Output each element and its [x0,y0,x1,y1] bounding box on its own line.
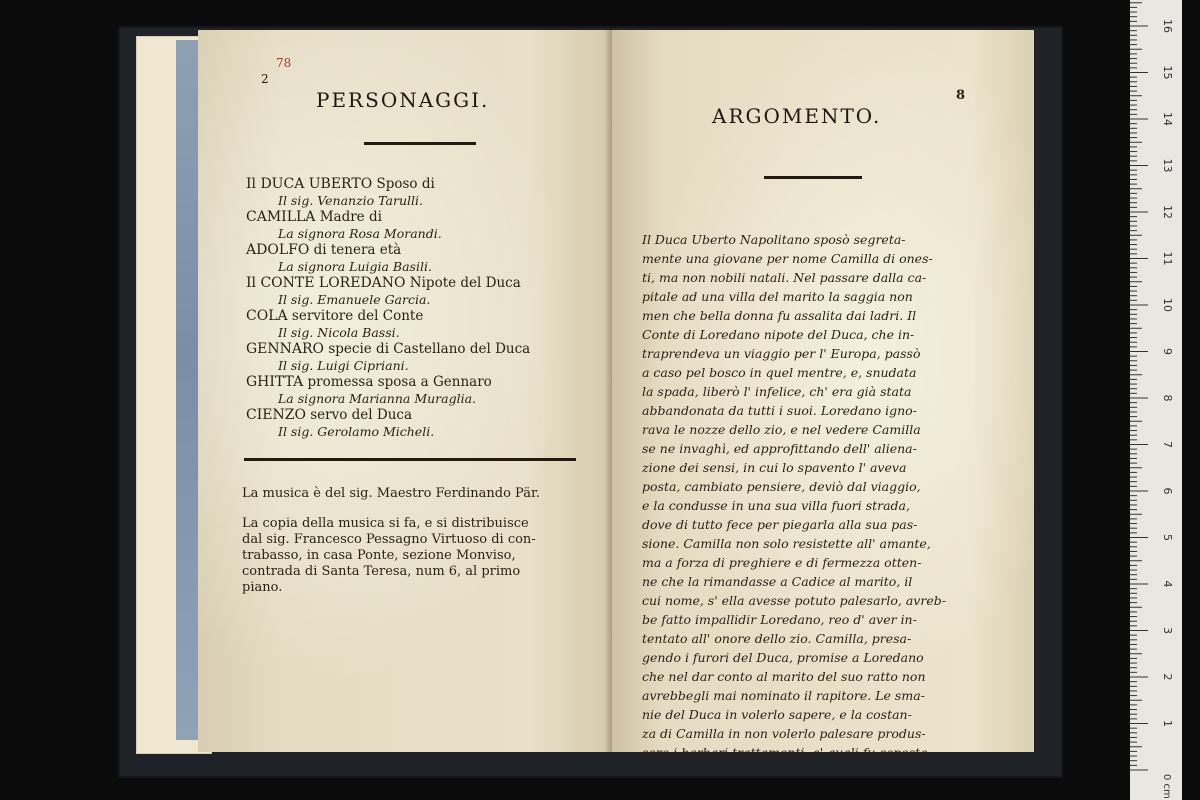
role-name: ADOLFO [246,242,310,258]
page-number: 8 [956,88,966,103]
cast-actor: La signora Luigia Basili. [278,258,432,274]
body-line: ne che la rimandasse a Cadice al marito, il [642,574,913,589]
body-line: ma a forza di preghiere e di fermezza otten- [642,555,922,570]
body-line: traprendeva un viaggio per l' Europa, passò [642,346,921,361]
body-line: ti, ma non nobili natali. Nel passare dalla ca- [642,270,927,285]
body-line: avrebbegli mai nominato il rapitore. Le sma- [642,688,925,703]
copy-note-line: contrada di Santa Teresa, num 6, al primo [242,564,521,579]
cast-role [246,209,606,226]
body-line: nie del Duca in volerlo sapere, e la costan- [642,707,912,722]
role-description: Sposo di [372,176,435,192]
role-description: di tenera età [309,242,402,258]
copy-note-line: piano. [242,580,283,595]
body-line: za di Camilla in non volerlo palesare produs- [642,726,926,741]
role-name: Il DUCA UBERTO [246,176,373,192]
ruler-label: 3 [1161,627,1174,634]
body-line: la spada, liberò l' infelice, ch' era già stata [642,384,912,399]
role-description: Nipote del Duca [405,275,521,291]
role-description: servo del Duca [305,407,412,423]
body-line: sione. Camilla non solo resistette all' amante, [642,536,931,551]
ruler-unit: 0 cm [1161,774,1172,799]
role-description: Madre di [315,209,382,225]
ruler-label: 12 [1161,205,1174,219]
body-line: abbandonata da tutti i suoi. Loredano igno- [642,403,917,418]
ornamental-rule [364,142,476,145]
handwritten-mark: 78 [276,56,292,70]
ruler-label: 16 [1161,19,1174,33]
copy-note-line: trabasso, in casa Ponte, sezione Monviso, [242,548,516,563]
body-line: rava le nozze dello zio, e nel vedere Camilla [642,422,921,437]
role-description: promessa sposa a Gennaro [303,374,492,390]
body-line: mente una giovane per nome Camilla di ones- [642,251,933,266]
right-page [612,30,1034,760]
role-description: servitore del Conte [287,308,424,324]
copy-note-line: dal sig. Francesco Pessagno Virtuoso di con- [242,532,536,547]
ruler-label: 9 [1161,348,1174,355]
body-line: Il Duca Uberto Napolitano sposò segreta- [642,232,906,247]
body-line: zione dei sensi, in cui lo spavento l' aveva [642,460,907,475]
cast-role [246,242,606,259]
body-line: be fatto impallidir Loredano, reo d' aver in- [642,612,917,627]
cast-role [246,374,606,391]
role-name: GENNARO [246,341,325,357]
ruler-label: 8 [1161,394,1174,402]
body-line: e la condusse in una sua villa fuori strada, [642,498,910,513]
copy-note-line: La copia della musica si fa, e si distribuisce [242,516,529,531]
body-line: a caso pel bosco in quel mentre, e, snudata [642,365,917,380]
role-name: CIENZO [246,407,306,423]
ruler-label: 15 [1161,65,1174,80]
page-heading: ARGOMENTO. [712,104,882,128]
body-line: sero i barbari trattamenti, a' quali fu esposta [642,745,928,760]
body-line: dove di tutto fece per piegarla alla sua pas- [642,517,918,532]
body-line: men che bella donna fu assalita dai ladri. Il [642,308,917,323]
ruler-label: 2 [1161,673,1174,681]
ruler-label: 6 [1161,487,1174,495]
ruler-label: 7 [1161,441,1174,448]
argument-text [642,230,992,762]
ruler-label: 4 [1161,580,1174,588]
music-credit: La musica è del sig. Maestro Ferdinando Pär. [242,486,540,501]
body-line: che nel dar conto al marito del suo ratto non [642,669,926,684]
role-name: Il CONTE LOREDANO [246,275,406,291]
body-line: posta, cambiato pensiere, deviò dal viaggio, [642,479,921,494]
cast-actor: Il sig. Emanuele Garcia. [278,291,431,307]
role-description: specie di Castellano del Duca [324,341,531,357]
cast-actor: Il sig. Nicola Bassi. [278,324,400,340]
ruler-scale [1130,0,1182,800]
ruler-label: 1 [1161,720,1174,727]
cast-list [246,176,606,440]
ruler-label: 5 [1161,534,1174,541]
page-heading: PERSONAGGI. [316,88,490,112]
ornamental-rule [764,176,862,179]
cast-role [246,176,606,193]
cast-actor: Il sig. Luigi Cipriani. [278,357,409,373]
ruler-label: 10 [1161,298,1174,312]
divider-rule [244,458,576,461]
copy-note [242,516,587,596]
page-number: 2 [261,72,269,86]
cast-actor: La signora Marianna Muraglia. [278,390,477,406]
ruler-label: 13 [1161,158,1174,173]
ruler-label: 14 [1161,112,1174,126]
body-line: cui nome, s' ella avesse potuto palesarlo, avreb- [642,593,946,608]
body-line: pitale ad una villa del marito la saggia non [642,289,913,304]
body-line: se ne invaghì, ed approfittando dell' aliena- [642,441,917,456]
cast-actor: La signora Rosa Morandi. [278,225,442,241]
body-line: gendo i furori del Duca, promise a Loredano [642,650,924,665]
cast-role [246,341,606,358]
ruler-label: 11 [1161,251,1174,266]
body-line: tentato all' onore dello zio. Camilla, presa- [642,631,912,646]
measuring-ruler [1130,0,1182,800]
role-name: COLA [246,308,288,324]
cast-role [246,407,606,424]
cast-role [246,308,606,325]
body-line: Conte di Loredano nipote del Duca, che in- [642,327,915,342]
role-name: GHITTA [246,374,304,390]
cast-actor: Il sig. Gerolamo Micheli. [278,423,435,439]
role-name: CAMILLA [246,209,316,225]
left-page [198,30,613,752]
cast-actor: Il sig. Venanzio Tarulli. [278,192,423,208]
cast-role [246,275,606,292]
